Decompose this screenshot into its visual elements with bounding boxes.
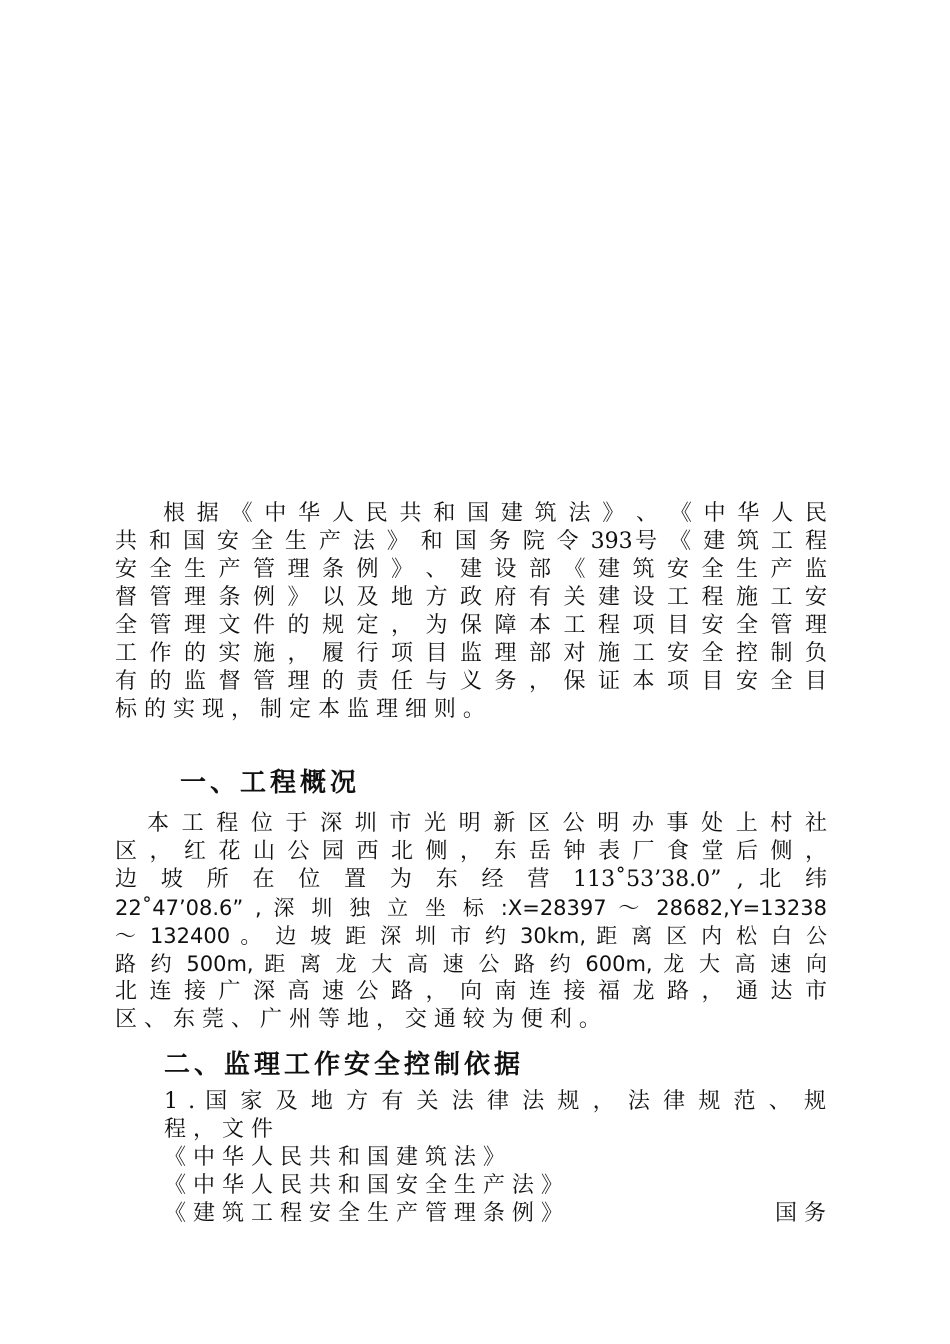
law-item: 《 中 华 人 民 共 和 国 安 全 生 产 法 》: [164, 1173, 563, 1198]
law-item: 《 中 华 人 民 共 和 国 建 筑 法 》: [164, 1145, 505, 1170]
intro-line: 督 管 理 条 例 》 以 及 地 方 政 府 有 关 建 设 工 程 施 工 安: [115, 585, 827, 610]
intro-paragraph: [115, 500, 827, 724]
intro-line: 全 管 理 文 件 的 规 定 ， 为 保 障 本 工 程 项 目 安 全 管 理: [115, 613, 827, 638]
intro-line: 标 的 实 现 ， 制 定 本 监 理 细 则 。: [115, 697, 485, 722]
basis-list: [164, 1088, 826, 1228]
overview-line: 22˚47’08.6” , 深 圳 独 立 坐 标 :X=28397 ～ 28682,Y=13238: [115, 896, 827, 920]
overview-line: 区 、 东 莞 、 广 州 等 地 ， 交 通 较 为 便 利 。: [115, 1007, 601, 1032]
overview-line: 区 ， 红 花 山 公 园 西 北 侧 ， 东 岳 钟 表 厂 食 堂 后 侧 ，: [115, 839, 827, 864]
overview-line: ～ 132400 。 边 坡 距 深 圳 市 约 30km, 距 离 区 内 松 白 公: [115, 924, 827, 948]
law-tail: 国 务: [775, 1201, 826, 1226]
intro-line: 工 作 的 实 施 ， 履 行 项 目 监 理 部 对 施 工 安 全 控 制 负: [115, 641, 827, 666]
intro-line: 根 据 《 中 华 人 民 共 和 国 建 筑 法 》 、 《 中 华 人 民: [163, 501, 827, 526]
basis-item-line: 程 ， 文 件: [164, 1117, 273, 1142]
overview-line: 边 坡 所 在 位 置 为 东 经 营 113˚53’38.0” , 北 纬: [115, 867, 827, 892]
law-title: 《 建 筑 工 程 安 全 生 产 管 理 条 例 》: [164, 1201, 563, 1226]
basis-item-line: 1 . 国 家 及 地 方 有 关 法 律 法 规 ， 法 律 规 范 、 规: [164, 1089, 826, 1114]
section-heading-overview: 一、工程概况: [180, 768, 361, 798]
overview-line: 路 约 500m, 距 离 龙 大 高 速 公 路 约 600m, 龙 大 高 速 向: [115, 952, 827, 976]
intro-line: 安 全 生 产 管 理 条 例 》 、 建 设 部 《 建 筑 安 全 生 产 监: [115, 557, 827, 582]
intro-line: 共 和 国 安 全 生 产 法 》 和 国 务 院 令 393号 《 建 筑 工 程: [115, 529, 827, 554]
overview-line: 北 连 接 广 深 高 速 公 路 ， 向 南 连 接 福 龙 路 ， 通 达 市: [115, 979, 827, 1004]
intro-line: 有 的 监 督 管 理 的 责 任 与 义 务 ， 保 证 本 项 目 安 全 目: [115, 669, 827, 694]
overview-paragraph: [115, 810, 827, 1034]
law-item-last: [164, 1200, 826, 1228]
overview-line: 本 工 程 位 于 深 圳 市 光 明 新 区 公 明 办 事 处 上 村 社: [147, 811, 827, 836]
section-heading-basis: 二、监理工作安全控制依据: [164, 1050, 525, 1080]
